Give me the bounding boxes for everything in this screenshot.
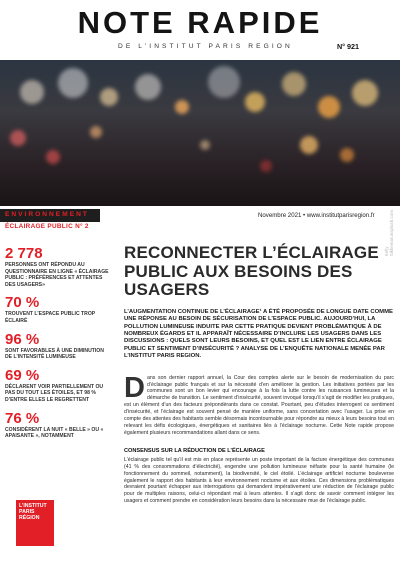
series-label: ÉCLAIRAGE PUBLIC N° 2: [5, 223, 89, 230]
issue-number: N° 921: [336, 42, 359, 51]
masthead: [0, 0, 400, 58]
section-label-bar: [0, 209, 100, 222]
key-figure: [5, 295, 110, 324]
key-figure-value: 2 778: [5, 245, 43, 262]
key-figures-sidebar: [5, 246, 110, 447]
institut-paris-region-logo: [16, 500, 54, 546]
section-label: ENVIRONNEMENT: [5, 211, 89, 218]
publication-subtitle: DE L’INSTITUT PARIS REGION: [118, 43, 293, 50]
article-headline: RECONNECTER L’ÉCLAIRAGE PUBLIC AUX BESOINS DES USAGERS: [124, 243, 379, 300]
article: [124, 244, 394, 505]
article-lead: L’AUGMENTATION CONTINUE DE L’ÉCLAIRAGE¹ A ÉTÉ PROPOSÉE DE LONGUE DATE COMME UNE RÉPONSE AU BESOIN DE SÉCURISATION DE L’ESPACE PUBLIC. AUJOURD’HUI, LA POLLUTION LUMINEUSE INDUITE PAR CETTE PRATIQUE DEVIENT PROBLÉMATIQUE À DE NOMBREUX ÉGARDS ET IL APPARAÎT NÉCESSAIRE D’INCLURE LES USAGERS DANS LES DISCUSSIONS : QUELS SONT LEURS BESOINS, ET QUEL EST LE LIEN ENTRE ÉCLAIRAGE PUBLIC ET SENTIMENT D’INSÉCURITÉ ? ANALYSE DE L’ENQUÊTE NATIONALE MENÉE PAR L’INSTITUT PARIS REGION.: [124, 308, 393, 360]
logo-line: L’INSTITUT: [19, 503, 47, 509]
key-figure-value: 76 %: [5, 409, 40, 427]
intro-text: ans son dernier rapport annuel, la Cour des comptes alerte sur le besoin de modernisation du parc d’éclairage public français et sur la nécessité d’en améliorer la gestion. Les initiatives portées par les communes sont un bon levier qui encourage à la fois la lutte contre les nuisances lumineuses et la démarche de transition. Le sentiment d’insécurité, souvent invoqué lorsqu’il s’agit de modifier les pratiques, est un élément d’un des facteurs prépondérants dans ce constat. Pourtant, peu d’études interrogent ce sentiment d’insécurité, et l’éclairage est souvent pensé de manière uniforme, sans concertation avec l’usager. La prise en compte des attentes des habitants semble désormais incontournable pour répondre au mieux à leurs besoins tout en relevant les défis écologiques, énergétiques et sanitaires liés à l’éclairage nocturne. Cette Note rapide propose également plusieurs recommandations allant dans ce sens.: [124, 374, 394, 436]
key-figure-text: PERSONNES ONT RÉPONDU AU QUESTIONNAIRE EN LIGNE « ÉCLAIRAGE PUBLIC : PRÉFÉRENCES ET ATTENTES DES USAGERS»: [5, 262, 109, 288]
photo-credit: Kelly Sikkema/unsplash.com: [384, 209, 394, 257]
drop-cap: D: [124, 371, 145, 404]
key-figure-text: SONT FAVORABLES À UNE DIMINUTION DE L’INTENSITÉ LUMINEUSE: [5, 347, 104, 361]
key-figure: [5, 246, 110, 288]
issue-date-and-site: Novembre 2021 • www.institutparisregion.fr: [258, 212, 375, 219]
publication-title: NOTE RAPIDE: [77, 5, 323, 40]
key-figure-text: DÉCLARENT VOIR PARTIELLEMENT OU PAS DU TOUT LES ÉTOILES, ET 98 % D’ENTRE ELLES LE REGRETTENT: [5, 383, 104, 403]
key-figure: [5, 411, 110, 440]
logo-line: PARIS: [19, 509, 35, 516]
key-figure-text: TROUVENT L’ESPACE PUBLIC TROP ÉCLAIRÉ: [5, 311, 96, 324]
article-intro-paragraph: [124, 371, 394, 437]
key-figure: [5, 368, 110, 404]
key-figure: [5, 332, 110, 361]
key-figure-text: CONSIDÈRENT LA NUIT « BELLE » OU « APAISANTE », NOTAMMENT: [5, 426, 104, 440]
section-heading: CONSENSUS SUR LA RÉDUCTION DE L’ÉCLAIRAGE: [124, 447, 265, 454]
key-figure-value: 70 %: [5, 294, 40, 312]
section-paragraph: L’éclairage public tel qu’il est mis en place représente un poste important de la facture énergétique des communes (41 % des consommations d’électricité), engendre une pollution lumineuse néfaste pour la santé humaine (le fonctionnement du sommeil, notamment), la biodiversité, le ciel étoilé. L’éclairage artificiel nocturne bouleverse également le rapport des habitants à leur environnement nocturne et aux étoiles. Ces dimensions problématiques devraient pourtant échapper aux interrogations qui demandent impérativement une réduction de l’éclairage public pour de multiples raisons, celui-ci répondant mal à leurs attentes. Il s’agit donc de savoir comment intégrer les usagers et comment prendre en considération leurs besoins dans la nécessaire mue de l’éclairage public.: [124, 456, 394, 505]
key-figure-value: 96 %: [5, 330, 40, 348]
section-strip: [0, 209, 400, 222]
logo-line: RÉGION: [19, 515, 40, 522]
key-figure-value: 69 %: [5, 366, 40, 384]
